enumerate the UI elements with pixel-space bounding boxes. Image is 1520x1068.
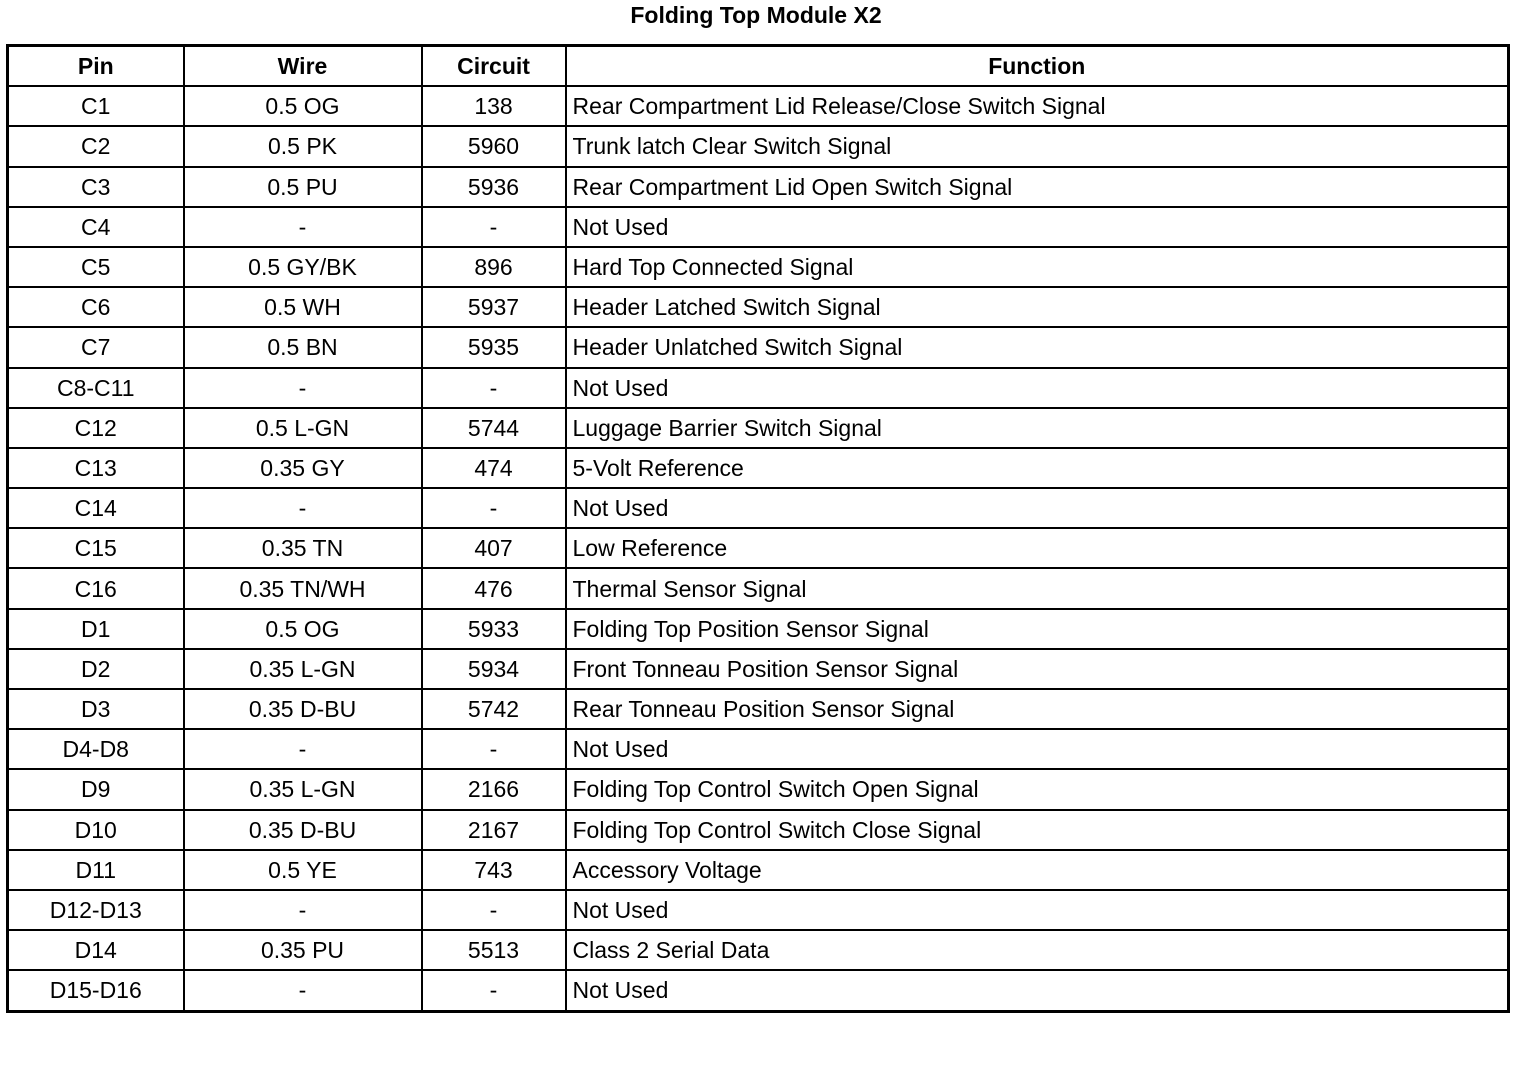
wire-cell: 0.35 GY: [184, 448, 422, 488]
function-cell: Header Unlatched Switch Signal: [566, 327, 1509, 367]
pin-cell: C2: [8, 126, 184, 166]
table-row: [8, 970, 1509, 1011]
pin-cell: D1: [8, 609, 184, 649]
pin-cell: D10: [8, 810, 184, 850]
wire-cell: -: [184, 729, 422, 769]
circuit-cell: 407: [422, 528, 566, 568]
pin-cell: D2: [8, 649, 184, 689]
table-row: [8, 649, 1509, 689]
table-row: [8, 408, 1509, 448]
table-row: [8, 207, 1509, 247]
function-cell: Accessory Voltage: [566, 850, 1509, 890]
pin-cell: C4: [8, 207, 184, 247]
pin-cell: C1: [8, 86, 184, 126]
table-row: [8, 850, 1509, 890]
wire-cell: 0.5 OG: [184, 86, 422, 126]
table-row: [8, 810, 1509, 850]
pin-cell: C13: [8, 448, 184, 488]
table-row: [8, 86, 1509, 126]
function-cell: Front Tonneau Position Sensor Signal: [566, 649, 1509, 689]
wire-cell: -: [184, 207, 422, 247]
wire-cell: 0.5 BN: [184, 327, 422, 367]
function-cell: Not Used: [566, 970, 1509, 1011]
function-cell: Luggage Barrier Switch Signal: [566, 408, 1509, 448]
pin-cell: D14: [8, 930, 184, 970]
wire-cell: 0.35 TN: [184, 528, 422, 568]
pin-cell: C15: [8, 528, 184, 568]
function-cell: Hard Top Connected Signal: [566, 247, 1509, 287]
table-row: [8, 448, 1509, 488]
pin-cell: D9: [8, 769, 184, 809]
circuit-cell: 138: [422, 86, 566, 126]
table-body: [8, 86, 1509, 1011]
pin-cell: D11: [8, 850, 184, 890]
pin-cell: C8-C11: [8, 368, 184, 408]
column-header-pin: Pin: [8, 46, 184, 87]
column-header-circuit: Circuit: [422, 46, 566, 87]
table-row: [8, 769, 1509, 809]
table-row: [8, 327, 1509, 367]
circuit-cell: 474: [422, 448, 566, 488]
pin-cell: C12: [8, 408, 184, 448]
function-cell: Folding Top Control Switch Close Signal: [566, 810, 1509, 850]
function-cell: Rear Tonneau Position Sensor Signal: [566, 689, 1509, 729]
wire-cell: 0.5 WH: [184, 287, 422, 327]
pin-cell: D3: [8, 689, 184, 729]
wire-cell: 0.35 TN/WH: [184, 568, 422, 608]
pin-cell: C5: [8, 247, 184, 287]
function-cell: 5-Volt Reference: [566, 448, 1509, 488]
page-title: Folding Top Module X2: [630, 2, 882, 28]
function-cell: Thermal Sensor Signal: [566, 568, 1509, 608]
wire-cell: 0.35 D-BU: [184, 810, 422, 850]
circuit-cell: -: [422, 890, 566, 930]
table-row: [8, 528, 1509, 568]
circuit-cell: 743: [422, 850, 566, 890]
connector-pinout-table: [6, 44, 1510, 1013]
function-cell: Folding Top Control Switch Open Signal: [566, 769, 1509, 809]
pin-cell: C16: [8, 568, 184, 608]
circuit-cell: 5960: [422, 126, 566, 166]
function-cell: Rear Compartment Lid Open Switch Signal: [566, 167, 1509, 207]
column-header-function: Function: [566, 46, 1509, 87]
circuit-cell: 2166: [422, 769, 566, 809]
table-row: [8, 568, 1509, 608]
function-cell: Not Used: [566, 368, 1509, 408]
circuit-cell: -: [422, 729, 566, 769]
table-row: [8, 930, 1509, 970]
wire-cell: -: [184, 890, 422, 930]
wire-cell: -: [184, 970, 422, 1011]
circuit-cell: 5933: [422, 609, 566, 649]
circuit-cell: -: [422, 207, 566, 247]
function-cell: Rear Compartment Lid Release/Close Switch Signal: [566, 86, 1509, 126]
circuit-cell: 476: [422, 568, 566, 608]
pin-cell: C3: [8, 167, 184, 207]
table-row: [8, 126, 1509, 166]
wire-cell: 0.5 OG: [184, 609, 422, 649]
circuit-cell: 5936: [422, 167, 566, 207]
wire-cell: 0.5 GY/BK: [184, 247, 422, 287]
circuit-cell: 5744: [422, 408, 566, 448]
table-row: [8, 167, 1509, 207]
wire-cell: 0.35 D-BU: [184, 689, 422, 729]
circuit-cell: 5742: [422, 689, 566, 729]
pin-cell: C7: [8, 327, 184, 367]
column-header-wire: Wire: [184, 46, 422, 87]
table-row: [8, 247, 1509, 287]
table-row: [8, 609, 1509, 649]
table-row: [8, 689, 1509, 729]
wire-cell: 0.5 YE: [184, 850, 422, 890]
function-cell: Trunk latch Clear Switch Signal: [566, 126, 1509, 166]
function-cell: Not Used: [566, 207, 1509, 247]
function-cell: Not Used: [566, 890, 1509, 930]
circuit-cell: 5934: [422, 649, 566, 689]
wire-cell: 0.35 PU: [184, 930, 422, 970]
pin-cell: C14: [8, 488, 184, 528]
function-cell: Folding Top Position Sensor Signal: [566, 609, 1509, 649]
circuit-cell: -: [422, 488, 566, 528]
pin-cell: D12-D13: [8, 890, 184, 930]
wire-cell: 0.35 L-GN: [184, 649, 422, 689]
table-row: [8, 890, 1509, 930]
table-row: [8, 287, 1509, 327]
function-cell: Not Used: [566, 729, 1509, 769]
function-cell: Header Latched Switch Signal: [566, 287, 1509, 327]
function-cell: Not Used: [566, 488, 1509, 528]
circuit-cell: 2167: [422, 810, 566, 850]
wire-cell: 0.5 PU: [184, 167, 422, 207]
wire-cell: 0.5 L-GN: [184, 408, 422, 448]
pin-cell: D4-D8: [8, 729, 184, 769]
circuit-cell: 5937: [422, 287, 566, 327]
circuit-cell: -: [422, 368, 566, 408]
pin-cell: C6: [8, 287, 184, 327]
table-row: [8, 488, 1509, 528]
wire-cell: -: [184, 368, 422, 408]
function-cell: Low Reference: [566, 528, 1509, 568]
wire-cell: 0.35 L-GN: [184, 769, 422, 809]
circuit-cell: 5935: [422, 327, 566, 367]
circuit-cell: 896: [422, 247, 566, 287]
function-cell: Class 2 Serial Data: [566, 930, 1509, 970]
circuit-cell: 5513: [422, 930, 566, 970]
table-row: [8, 368, 1509, 408]
pin-cell: D15-D16: [8, 970, 184, 1011]
wire-cell: -: [184, 488, 422, 528]
table-header-row: [8, 46, 1509, 87]
table-row: [8, 729, 1509, 769]
circuit-cell: -: [422, 970, 566, 1011]
wire-cell: 0.5 PK: [184, 126, 422, 166]
